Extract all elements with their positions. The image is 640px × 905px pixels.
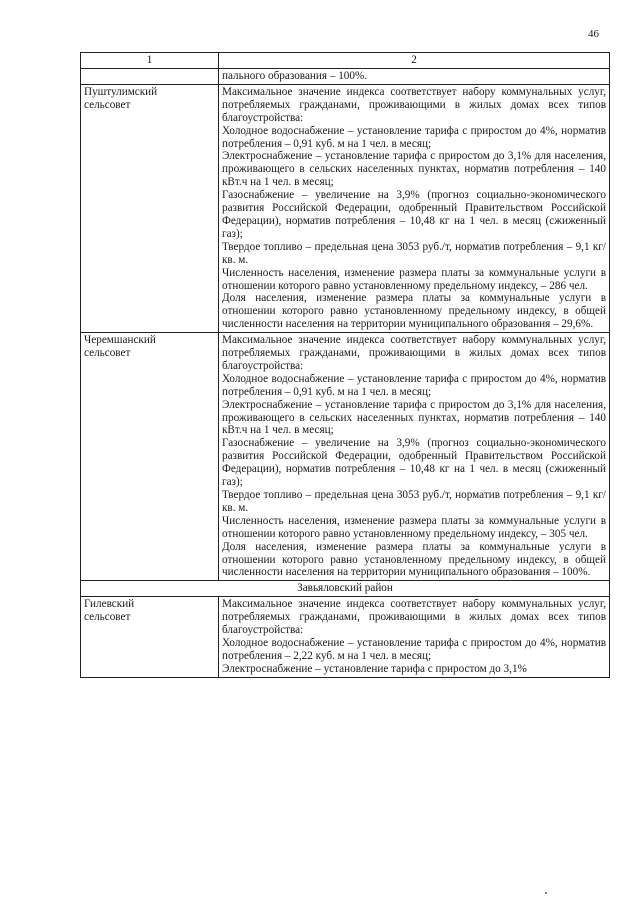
paragraph: Холодное водоснабжение – установление тарифа с приростом до 4%, норматив потребления – 0,91 куб. м на 1 чел. в месяц; — [222, 372, 606, 398]
continuation-text: пального образования – 100%. — [219, 69, 610, 85]
region-heading-row — [81, 581, 610, 597]
municipality-name: Пуштулимский — [84, 85, 158, 98]
paragraph: Твердое топливо – предельная цена 3053 руб./т, норматив потребления – 9,1 кг/кв. м. — [222, 240, 606, 266]
scan-dot — [545, 892, 547, 894]
paragraph: Электроснабжение – установление тарифа с приростом до 3,1% — [222, 662, 527, 675]
municipality-cell — [81, 597, 219, 677]
table-row — [81, 333, 610, 581]
municipality-name: Черемшанский — [84, 334, 156, 347]
paragraph: Твердое топливо – предельная цена 3053 руб./т, норматив потребления – 9,1 кг/кв. м. — [222, 489, 606, 514]
municipality-type: сельсовет — [84, 611, 131, 624]
paragraph: Электроснабжение – установление тарифа с приростом до 3,1% для населения, проживающего в сельских населенных пунктах, норматив потребления – 140 кВт.ч на 1 чел. в месяц; — [222, 398, 606, 437]
paragraph: Электроснабжение – установление тарифа с приростом до 3,1% для населения, проживающего в сельских населенных пунктах, норматив потребления – 140 кВт.ч на 1 чел. в месяц; — [222, 150, 606, 189]
municipality-name: Гилевский — [84, 598, 135, 611]
indices-table — [80, 52, 610, 678]
paragraph: Максимальное значение индекса соответствует набору коммунальных услуг, потребляемых гражданами, проживающими в жилых домах всех типов благоустройства: — [222, 85, 606, 124]
municipality-cell — [81, 333, 219, 581]
region-heading: Завьяловский район — [81, 581, 610, 597]
paragraph: Холодное водоснабжение – установление тарифа с приростом до 4%, норматив потребления – 2,22 куб. м на 1 чел. в месяц; — [222, 636, 606, 662]
description-cell — [219, 333, 610, 581]
paragraph: Доля населения, изменение размера платы за коммунальные услуги в отношении которого равно установленному предельному индексу, в общей численности населения на территории муниципального образования – 29,6%. — [222, 292, 606, 331]
table-row — [81, 69, 610, 85]
municipality-type: сельсовет — [84, 347, 131, 360]
description-cell — [219, 597, 610, 677]
description-cell — [219, 84, 610, 332]
paragraph: Максимальное значение индекса соответствует набору коммунальных услуг, потребляемых гражданами, проживающими в жилых домах всех типов благоустройства: — [222, 598, 606, 637]
table-row — [81, 597, 610, 677]
paragraph: Численность населения, изменение размера платы за коммунальные услуги в отношении которого равно установленному предельному индексу, – 286 чел. — [222, 266, 606, 292]
table-row — [81, 84, 610, 332]
table-header-row — [81, 53, 610, 69]
municipality-cell — [81, 84, 219, 332]
page-number: 46 — [588, 28, 599, 40]
paragraph: Газоснабжение – увеличение на 3,9% (прогноз социально-экономического развития Российской Федерации, одобренный Правительством Российской Федерации), норматив потребления – 10,48 кг на 1 чел. в месяц (сжиженный газ); — [222, 437, 606, 489]
paragraph: Доля населения, изменение размера платы за коммунальные услуги в отношении которого равно установленному предельному индексу, в общей численности населения на территории муниципального образования – 100%. — [222, 540, 606, 579]
paragraph: Холодное водоснабжение – установление тарифа с приростом до 4%, норматив потребления – 0,91 куб. м на 1 чел. в месяц; — [222, 124, 606, 150]
paragraph: Газоснабжение – увеличение на 3,9% (прогноз социально-экономического развития Российской Федерации, одобренный Правительством Российской Федерации), норматив потребления – 10,48 кг на 1 чел. в месяц (сжиженный газ); — [222, 189, 606, 240]
municipality-cell — [81, 69, 219, 85]
column-1-header: 1 — [81, 53, 219, 69]
paragraph: Максимальное значение индекса соответствует набору коммунальных услуг, потребляемых гражданами, проживающими в жилых домах всех типов благоустройства: — [222, 334, 606, 372]
municipality-type: сельсовет — [84, 98, 131, 111]
paragraph: Численность населения, изменение размера платы за коммунальные услуги в отношении которого равно установленному предельному индексу, – 305 чел. — [222, 514, 606, 540]
column-2-header: 2 — [219, 53, 610, 69]
